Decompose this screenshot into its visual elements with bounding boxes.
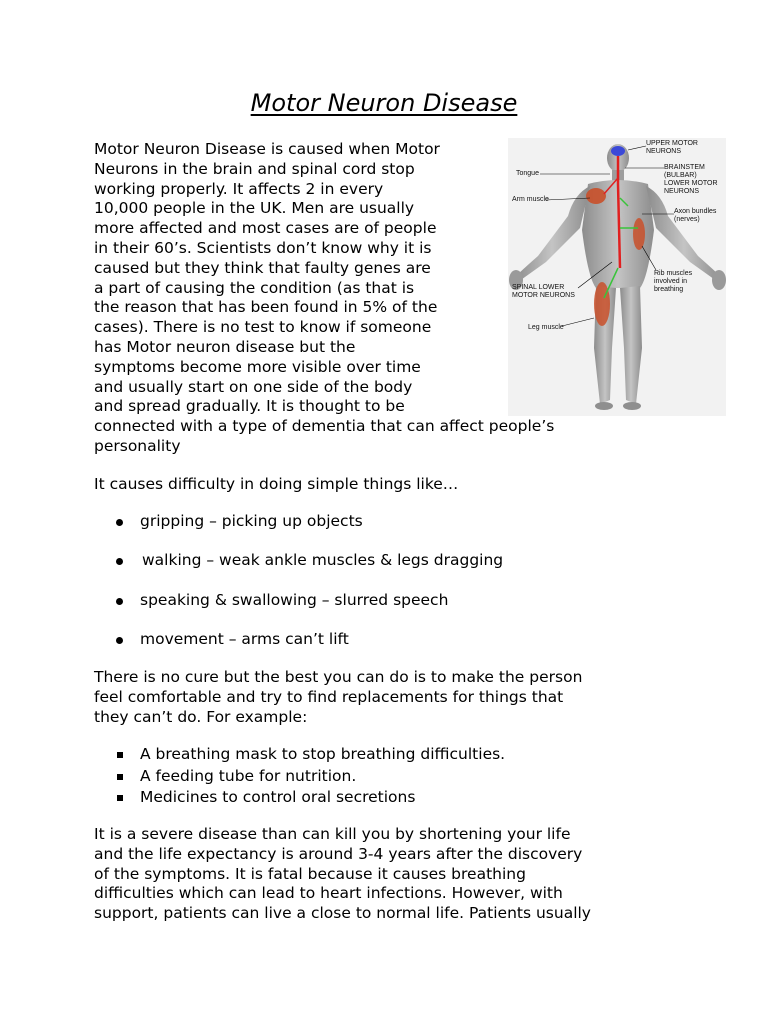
intro-line: personality — [94, 436, 181, 455]
intro-line: 10,000 people in the UK. Men are usually — [94, 199, 415, 218]
difficulty-item: gripping – picking up objects — [140, 512, 363, 530]
intro-paragraph-tail — [94, 417, 694, 457]
bullet-icon — [116, 519, 123, 526]
intro-line: more affected and most cases are of people — [94, 219, 437, 238]
intro-line: a part of causing the condition (as that is — [94, 278, 415, 297]
label-rib-muscles: Rib muscles involved in breathing — [654, 270, 693, 293]
intro-line: Neurons in the brain and spinal cord stop — [94, 159, 415, 178]
severity-line: of the symptoms. It is fatal because it causes breathing — [94, 864, 526, 883]
label-leg-muscle: Leg muscle — [528, 324, 564, 331]
severity-line: support, patients can live a close to normal life. Patients usually — [94, 904, 591, 923]
difficulty-item: movement – arms can’t lift — [140, 630, 349, 648]
intro-line: the reason that has been found in 5% of the — [94, 298, 438, 317]
label-brainstem: BRAINSTEM (BULBAR) LOWER MOTOR NEURONS — [664, 164, 718, 195]
square-bullet-icon — [117, 752, 123, 758]
label-upper-motor-neurons: UPPER MOTOR NEURONS — [646, 140, 698, 155]
severity-line: It is a severe disease than can kill you by shortening your life — [94, 825, 571, 843]
bullet-icon — [116, 598, 123, 605]
cure-line: There is no cure but the best you can do is to make the person — [94, 668, 583, 686]
intro-line: symptoms become more visible over time — [94, 357, 421, 376]
square-bullet-icon — [117, 774, 123, 780]
label-axon-bundles: Axon bundles (nerves) — [674, 208, 717, 223]
intro-line: caused but they think that faulty genes are — [94, 258, 431, 277]
bullet-icon — [116, 637, 123, 644]
difficulty-item: speaking & swallowing – slurred speech — [140, 591, 449, 609]
intro-line: in their 60’s. Scientists don’t know why it is — [94, 238, 432, 257]
aid-item: A breathing mask to stop breathing difficulties. — [140, 745, 506, 763]
bullet-icon — [116, 558, 123, 565]
intro-line: and spread gradually. It is thought to be — [94, 397, 405, 416]
intro-paragraph — [94, 140, 514, 417]
label-spinal-lower-motor-neurons: SPINAL LOWER MOTOR NEURONS — [512, 284, 575, 299]
intro-line: working properly. It affects 2 in every — [94, 179, 384, 198]
severity-line: and the life expectancy is around 3-4 years after the discovery — [94, 844, 583, 863]
label-arm-muscle: Arm muscle — [512, 196, 549, 203]
intro-line: Motor Neuron Disease is caused when Motor — [94, 140, 440, 158]
intro-line: cases). There is no test to know if someone — [94, 318, 432, 337]
aid-item: Medicines to control oral secretions — [140, 788, 416, 806]
intro-line: connected with a type of dementia that can affect people’s — [94, 417, 555, 435]
intro-line: and usually start on one side of the body — [94, 377, 413, 396]
motor-neuron-diagram — [508, 138, 726, 416]
difficulty-item: walking – weak ankle muscles & legs dragging — [142, 551, 504, 569]
page-title: Motor Neuron Disease — [250, 89, 518, 117]
square-bullet-icon — [117, 795, 123, 801]
label-tongue: Tongue — [516, 170, 539, 177]
cure-line: they can’t do. For example: — [94, 707, 308, 726]
intro-line: has Motor neuron disease but the — [94, 337, 356, 356]
severity-line: difficulties which can lead to heart infections. However, with — [94, 884, 563, 903]
cure-line: feel comfortable and try to find replacements for things that — [94, 687, 564, 706]
aid-item: A feeding tube for nutrition. — [140, 766, 357, 785]
difficulty-intro: It causes difficulty in doing simple things like… — [94, 475, 459, 493]
